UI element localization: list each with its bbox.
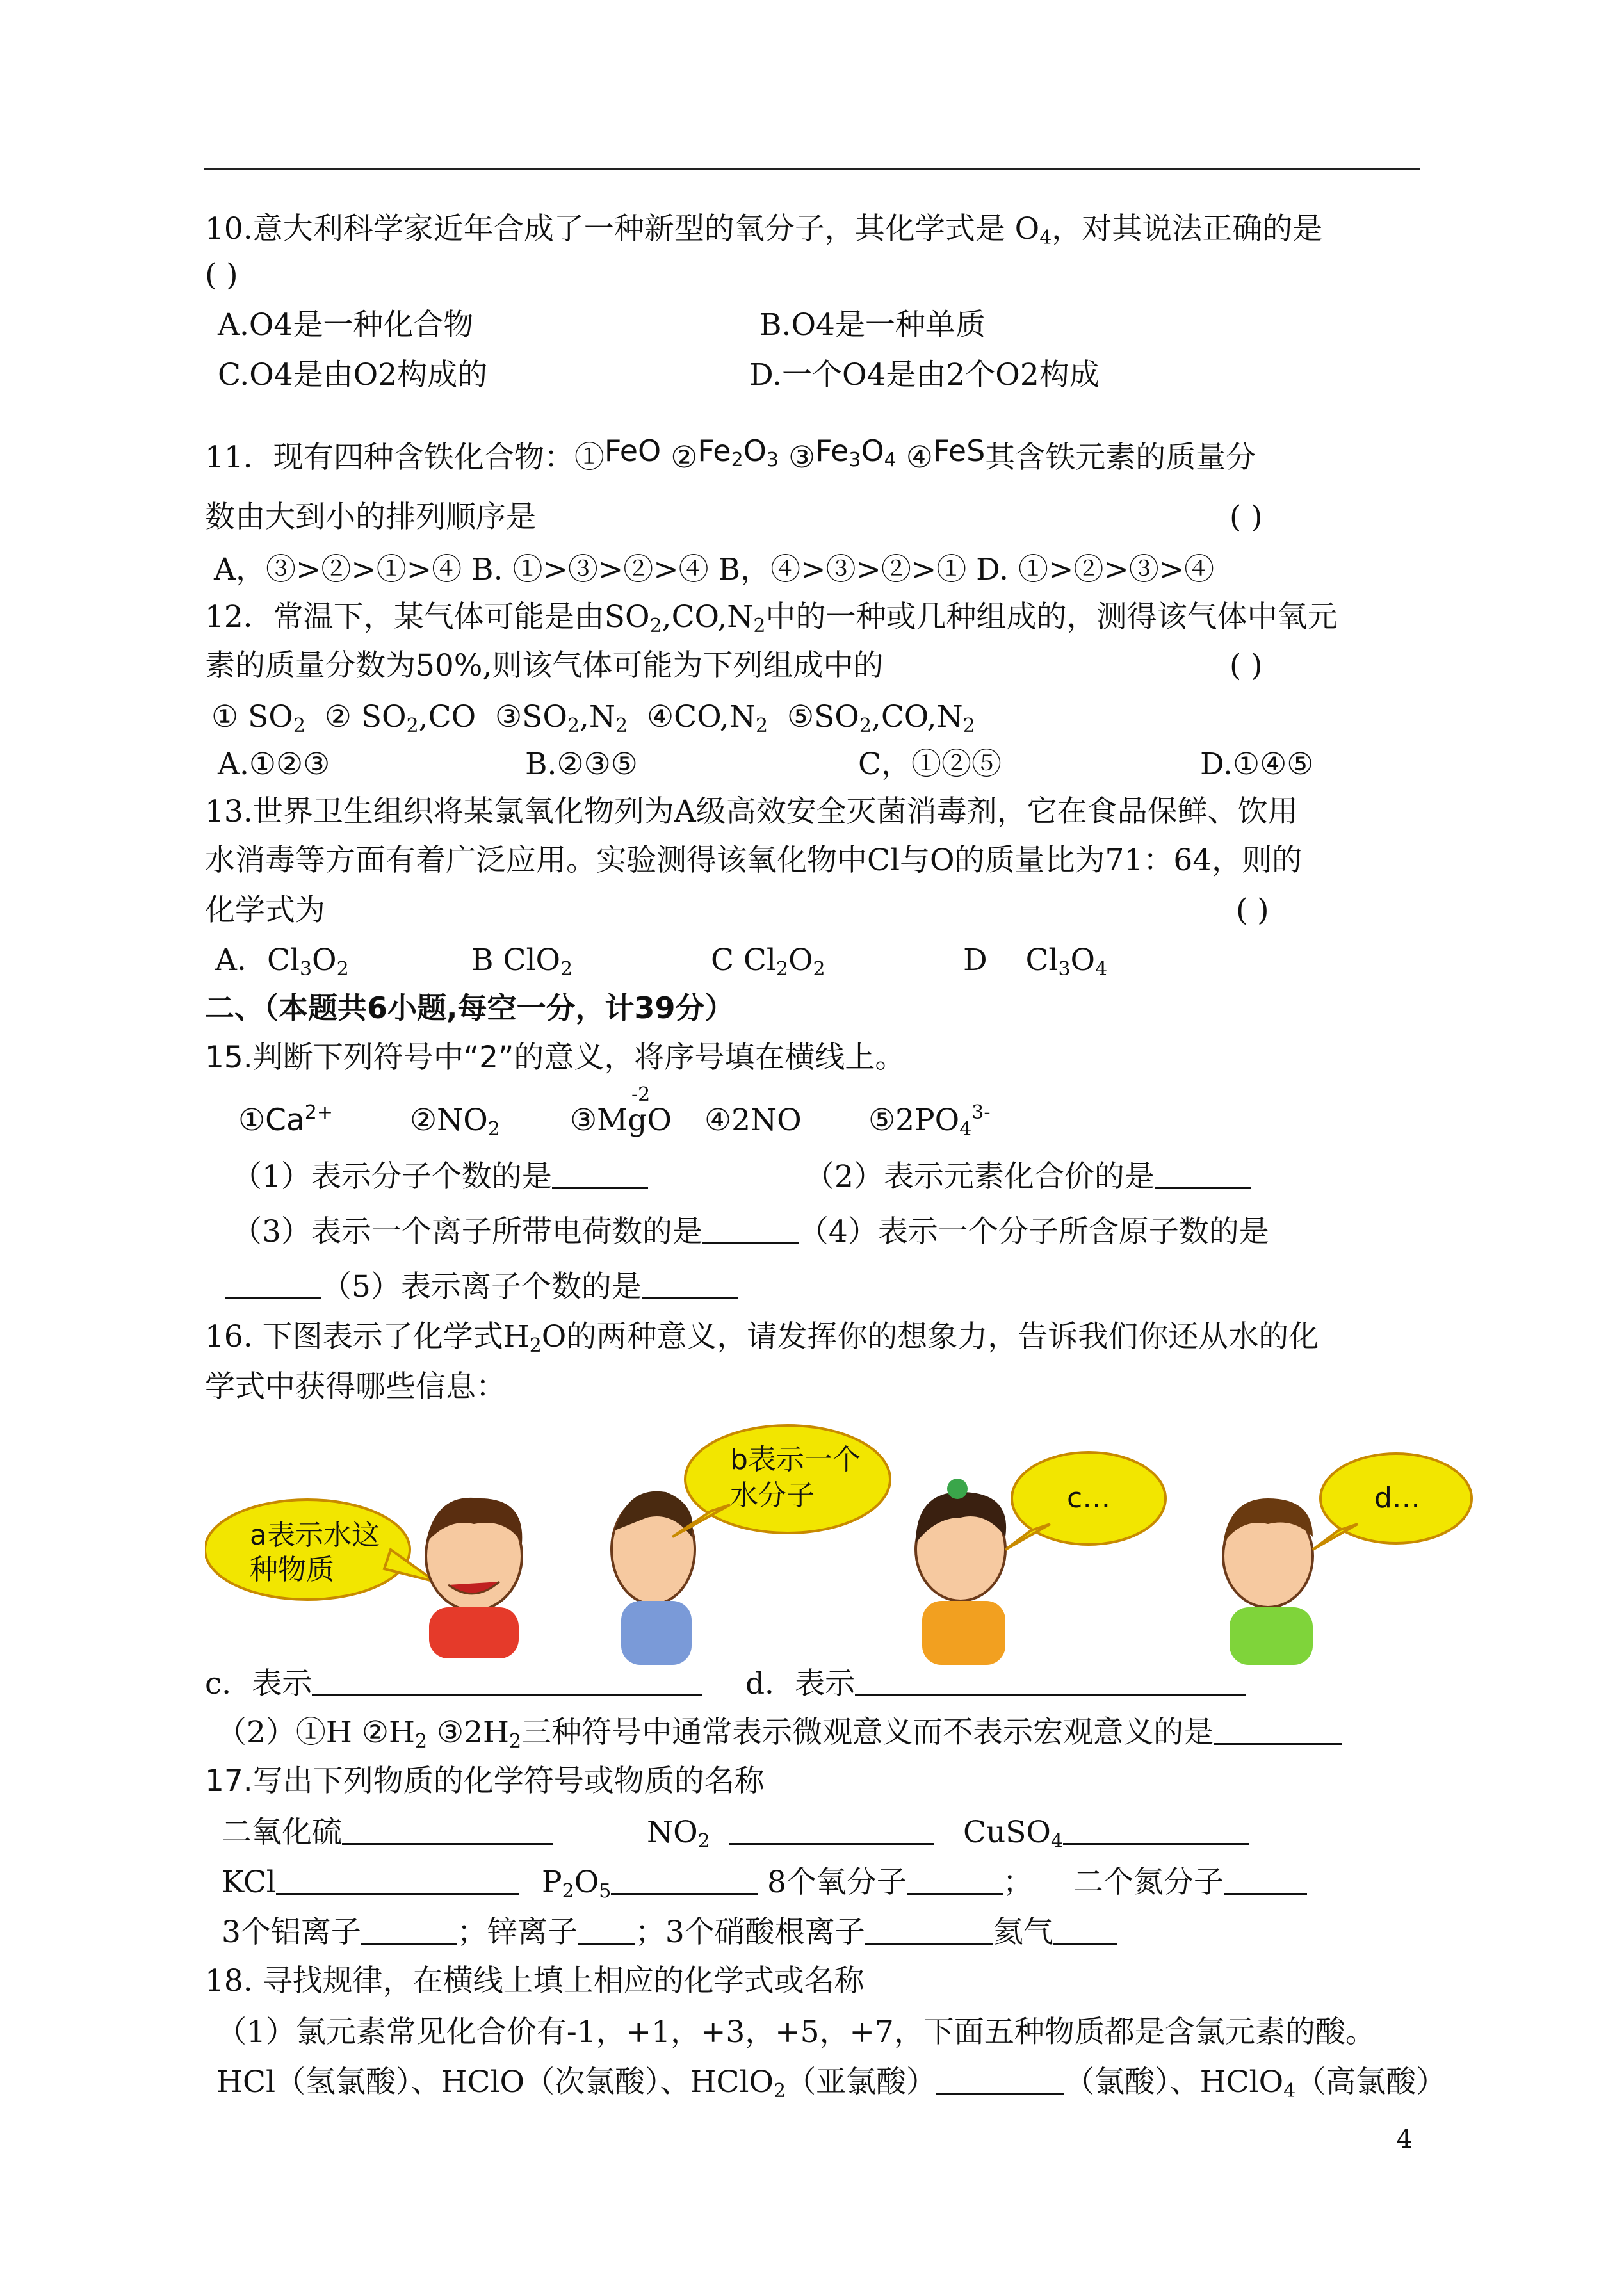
q12-paren: ( ): [1230, 648, 1263, 683]
q11-c1: ①: [574, 440, 605, 475]
q17-r2a: KCl: [222, 1865, 276, 1900]
q11-c2: ②: [670, 440, 698, 475]
q12-option-a: A.①②③: [218, 747, 330, 782]
q17-r3d: 氦气: [993, 1915, 1053, 1950]
q15-blank-4[interactable]: [225, 1269, 321, 1299]
page-number: 4: [1396, 2125, 1413, 2154]
q11-c3: ③: [788, 440, 816, 475]
q16-c-line: [205, 1665, 702, 1703]
q10-option-c: C.O4是由O2构成的: [218, 357, 488, 393]
q15-symbol-4: ④2NO: [704, 1103, 802, 1138]
q13-line2: 水消毒等方面有着广泛应用。实验测得该氧化物中Cl与O的质量比为71：64，则的: [205, 843, 1303, 878]
q17-blank-so2[interactable]: [342, 1815, 553, 1845]
q18-stem: 18. 寻找规律，在横线上填上相应的化学式或名称: [205, 1963, 865, 1999]
q15-s3-valence: -2: [631, 1083, 651, 1106]
q15-item-1: [232, 1158, 648, 1196]
q13-option-b: B ClO$_2$: [471, 943, 573, 980]
q15-s1: ①Ca: [238, 1103, 305, 1138]
bubble-b-line1: b表示一个: [730, 1443, 861, 1476]
q15-a2: （2）表示元素化合价的是: [804, 1159, 1155, 1194]
q11-stem: [205, 434, 1256, 477]
q17-row1-c: CuSO$_4$: [963, 1813, 1249, 1852]
q15-symbol-1: [238, 1101, 333, 1140]
q16-line2: 学式中获得哪些信息：: [205, 1369, 506, 1404]
q10-option-a: A.O4是一种化合物: [218, 307, 474, 343]
bubble-a-line1: a表示水这: [250, 1519, 380, 1552]
q15-s2-sub: 2: [487, 1118, 500, 1140]
water-formula-cartoon: [205, 1422, 1473, 1665]
q11-prefix: 11．现有四种含铁化合物：: [205, 440, 574, 475]
q18-line2: HCl（氢氯酸）、HClO（次氯酸）、HClO$_2$（亚氯酸） （氯酸）、HClO$_4$（高氯酸）: [216, 2064, 1447, 2102]
bubble-d-text: d…: [1374, 1482, 1420, 1514]
q15-a4: （4）表示一个分子所含原子数的是: [798, 1214, 1269, 1249]
q17-r3a: 3个铝离子: [222, 1915, 361, 1950]
q17-row2-d: [1073, 1863, 1307, 1902]
q12-option-b: B.②③⑤: [525, 747, 638, 782]
q16-d-line: [745, 1665, 1246, 1703]
q10-paren: ( ): [205, 257, 238, 293]
q12-option-d: D.①④⑤: [1200, 747, 1314, 782]
q16-c-label: c．表示: [205, 1666, 313, 1701]
q15-a3: （3）表示一个离子所带电荷数的是: [232, 1214, 702, 1249]
q15-s2: ②NO: [410, 1103, 488, 1138]
q12-line2: 素的质量分数为50%,则该气体可能为下列组成中的: [205, 648, 884, 683]
q17-r2d: 二个氮分子: [1073, 1865, 1224, 1900]
bubble-c-text: c…: [1067, 1482, 1111, 1514]
q15-s5: ⑤2PO: [868, 1103, 960, 1138]
q17-blank-no3[interactable]: [865, 1915, 993, 1945]
child-b-figure: [612, 1491, 695, 1665]
q16-part2-blank[interactable]: [1214, 1715, 1342, 1745]
bubble-b-line2: 水分子: [730, 1479, 815, 1512]
q15-stem: 15.判断下列符号中“2”的意义，将序号填在横线上。: [205, 1040, 905, 1075]
q17-r2c: 8个氧分子: [767, 1865, 907, 1900]
q17-blank-kcl[interactable]: [276, 1865, 519, 1895]
q17-blank-p2o5[interactable]: [611, 1865, 758, 1895]
q15-a5: （5）表示离子个数的是: [321, 1269, 642, 1304]
q15-symbol-2: [410, 1101, 500, 1140]
q15-s5-sub: 4: [959, 1118, 972, 1140]
q15-item-2: [804, 1158, 1251, 1196]
q11-suffix: 其含铁元素的质量分: [985, 440, 1256, 475]
q16-line1: 16. 下图表示了化学式$H_2O$的两种意义，请发挥你的想象力，告诉我们你还从水的化: [205, 1319, 1319, 1357]
q15-blank-3[interactable]: [702, 1214, 799, 1244]
q15-blank-5[interactable]: [642, 1269, 738, 1299]
q17-blank-zn[interactable]: [578, 1915, 635, 1945]
q17-blank-2n2[interactable]: [1224, 1865, 1307, 1895]
q13-line1: 13.世界卫生组织将某氯氧化物列为A级高效安全灭菌消毒剂，它在食品保鲜、饮用: [205, 794, 1298, 829]
q17-r3b: 锌离子: [487, 1915, 578, 1950]
q15-blank-1[interactable]: [552, 1159, 648, 1189]
q10-option-d: D.一个O4是由2个O2构成: [749, 357, 1100, 393]
q12-option-c: C，①②⑤: [858, 747, 1002, 782]
q17-r1a: 二氧化硫: [222, 1815, 342, 1850]
q15-item-3: [232, 1213, 1269, 1251]
q17-row3: 3个铝离子 ；锌离子 ；3个硝酸根离子 氦气: [222, 1913, 1117, 1952]
q17-blank-8o2[interactable]: [907, 1865, 1003, 1895]
header-rule: [204, 168, 1420, 170]
q11-c4: ④: [905, 440, 933, 475]
q15-blank-2[interactable]: [1155, 1159, 1251, 1189]
bubble-a-line2: 种物质: [250, 1553, 334, 1586]
q13-option-a: A．$Cl_3O_2$: [215, 943, 349, 980]
q18-blank[interactable]: [936, 2064, 1064, 2095]
q15-symbol-5: [868, 1101, 991, 1140]
q17-blank-al[interactable]: [361, 1915, 457, 1945]
q10-option-b: B.O4是一种单质: [759, 307, 986, 343]
q18-line1: （1）氯元素常见化合价有-1，+1，+3，+5，+7，下面五种物质都是含氯元素的酸。: [216, 2015, 1376, 2050]
q13-paren: ( ): [1236, 893, 1269, 928]
q10-sub: 4: [1039, 227, 1052, 249]
q10-stem-a: 10.意大利科学家近年合成了一种新型的氧分子，其化学式是 O: [205, 211, 1040, 247]
q15-symbol-3: [570, 1083, 672, 1140]
q15-s5-sup: 3-: [971, 1101, 991, 1124]
q12-line1: 12．常温下，某气体可能是由$SO_2,CO,N_2$中的一种或几种组成的，测得该气体中氧元: [205, 599, 1338, 637]
q13-option-c: C $Cl_2O_2$: [711, 943, 825, 980]
q17-row2-a: [222, 1863, 519, 1902]
q17-blank-no2[interactable]: [729, 1815, 934, 1845]
child-a-figure: [426, 1498, 522, 1658]
q16-d-label: d．表示: [745, 1666, 856, 1701]
q17-stem: 17.写出下列物质的化学符号或物质的名称: [205, 1764, 765, 1799]
q11-paren: ( ): [1230, 499, 1263, 535]
q15-s3: ③MgO: [570, 1103, 672, 1138]
q17-row2-b: $P_2O_5$: [542, 1863, 758, 1902]
q13-line3: 化学式为: [205, 893, 325, 928]
q15-a1: （1）表示分子个数的是: [232, 1159, 552, 1194]
q11-line2: 数由大到小的排列顺序是: [205, 499, 536, 535]
q12-choices: ① $SO_2$ ② $SO_2,CO$ $③SO_2,N_2$ $④CO,N_2$ $⑤SO_2,CO,N_2$: [211, 699, 975, 737]
child-c-figure: [916, 1479, 1006, 1665]
q17-row1-a: [222, 1813, 553, 1852]
q10-stem-b: ，对其说法正确的是: [1052, 211, 1323, 247]
q18-line2b: （氯酸）、HClO$_4$（高氯酸）: [1064, 2064, 1447, 2102]
q16-d-blank[interactable]: [855, 1666, 1246, 1696]
q15-s1-sup: 2+: [304, 1101, 333, 1124]
q11-formula-2: $Fe_2O_3$: [697, 434, 779, 471]
q15-item-5: [225, 1268, 738, 1306]
q11-options: A，③>②>①>④ B. ①>③>②>④ B，④>③>②>① D. ①>②>③>④: [214, 552, 1215, 587]
q16-part2: （2）①H $②H_2$ $③2H_2$三种符号中通常表示微观意义而不表示宏观意义的是: [216, 1714, 1342, 1752]
q13-option-d: D $Cl_3O_4$: [963, 943, 1108, 980]
q17-row2-c: 8个氧分子 ；: [767, 1865, 1033, 1900]
child-d-figure: [1223, 1498, 1313, 1665]
q11-formula-3: $Fe_3O_4$: [815, 434, 897, 471]
q17-row1-b: $NO_2$: [647, 1813, 934, 1852]
q11-formula-1: FeO: [604, 434, 662, 468]
q10-stem: [205, 210, 1322, 248]
q17-blank-he[interactable]: [1053, 1915, 1117, 1945]
section2-title: 二、（本题共6小题,每空一分，计39分）: [205, 991, 735, 1025]
q16-c-blank[interactable]: [312, 1666, 702, 1696]
q17-r3c: 3个硝酸根离子: [665, 1915, 865, 1950]
q17-blank-cuso4[interactable]: [1063, 1815, 1249, 1845]
q11-formula-4: FeS: [932, 434, 986, 468]
